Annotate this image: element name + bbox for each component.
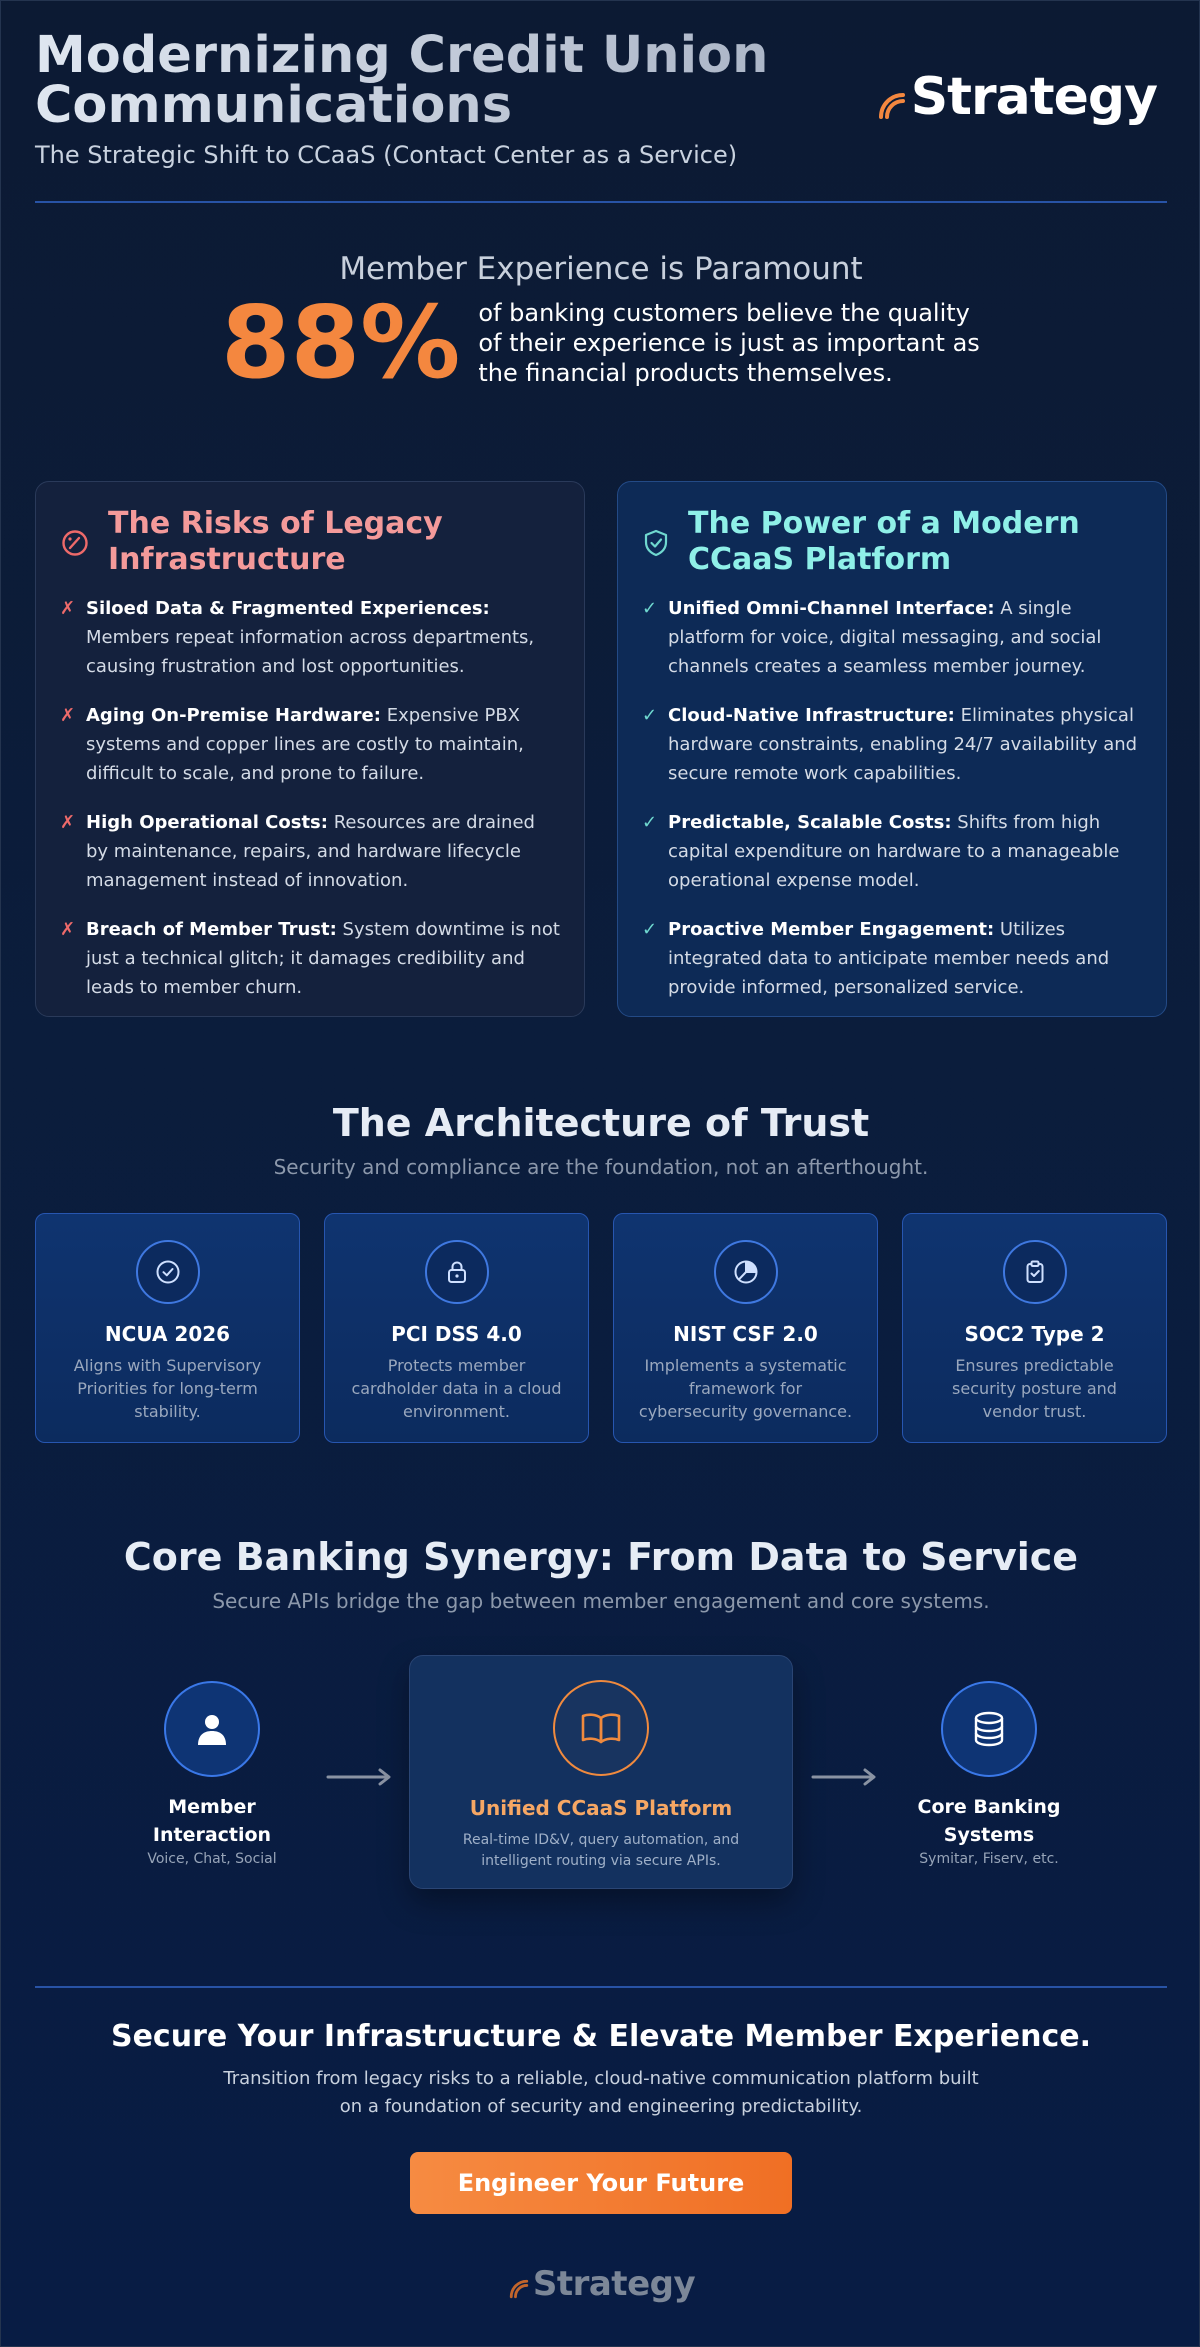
architecture-subtitle: Security and compliance are the foundation, not an afterthought.: [273, 1155, 929, 1179]
stat-value: 88%: [221, 284, 461, 401]
risk-item-title: Aging On-Premise Hardware:: [86, 705, 381, 726]
core-banking-node: [899, 1681, 1079, 1867]
node-label: Core Banking Systems: [917, 1796, 1061, 1846]
risk-item-text: Expensive PBX systems and copper lines are costly to maintain, difficult to scale, and prone to failure.: [86, 705, 524, 784]
check-mark-icon: ✓: [642, 812, 658, 833]
power-item-title: Cloud-Native Infrastructure:: [668, 705, 955, 726]
compliance-desc: Aligns with Supervisory Priorities for long-term stability.: [73, 1356, 262, 1421]
compliance-desc: Protects member cardholder data in a cloud environment.: [351, 1356, 562, 1421]
risk-item-title: High Operational Costs:: [86, 812, 328, 833]
power-item-text: A single platform for voice, digital messaging, and social channels creates a seamless member journey.: [668, 598, 1102, 677]
cta-divider: [35, 1986, 1167, 1988]
stat-text: of banking customers believe the quality of their experience is just as important as the financial products themselves.: [478, 299, 980, 387]
risk-item-text: Members repeat information across departments, causing frustration and lost opportunities.: [86, 627, 535, 677]
node-sub: Real-time ID&V, query automation, and intelligent routing via secure APIs.: [462, 1832, 740, 1869]
power-item-text: Shifts from high capital expenditure on hardware to a manageable operational expense model.: [668, 812, 1120, 891]
footer-brand-name: Strategy: [532, 2264, 696, 2304]
risk-item: [60, 808, 560, 895]
page-title: Modernizing Credit Union Communications: [35, 31, 795, 131]
header: [35, 26, 1167, 169]
node-label: Unified CCaaS Platform: [469, 1796, 733, 1820]
compliance-card-pci: [324, 1213, 589, 1443]
power-item: [642, 808, 1142, 895]
power-item: [642, 594, 1142, 681]
compliance-card-ncua: [35, 1213, 300, 1443]
cta-title: Secure Your Infrastructure & Elevate Member Experience.: [110, 2019, 1092, 2054]
risk-item-title: Siloed Data & Fragmented Experiences:: [86, 598, 490, 619]
signal-arc-icon: [507, 2277, 531, 2301]
ccaas-platform-node: [409, 1655, 793, 1889]
compliance-name: NCUA 2026: [104, 1322, 231, 1346]
shield-check-icon: [642, 528, 670, 562]
pie-chart-icon: [714, 1240, 778, 1304]
arrow-right-icon: [326, 1767, 394, 1787]
speedometer-icon: [60, 528, 90, 562]
compliance-card-soc2: [902, 1213, 1167, 1443]
power-item-text: Utilizes integrated data to anticipate member needs and provide informed, personalized service.: [668, 919, 1110, 998]
risk-item: [60, 915, 560, 1002]
risk-item-text: Resources are drained by maintenance, repairs, and hardware lifecycle management instead of innovation.: [86, 812, 535, 891]
x-mark-icon: ✗: [60, 919, 76, 940]
page-subtitle: The Strategic Shift to CCaaS (Contact Center as a Service): [35, 141, 738, 169]
user-icon: [164, 1681, 260, 1777]
power-item-title: Proactive Member Engagement:: [668, 919, 995, 940]
power-item: [642, 915, 1142, 1002]
x-mark-icon: ✗: [60, 598, 76, 619]
x-mark-icon: ✗: [60, 812, 76, 833]
legacy-risks-card: [35, 481, 585, 1017]
risks-title: The Risks of Legacy Infrastructure: [108, 506, 443, 577]
stat-heading: Member Experience is Paramount: [339, 251, 863, 287]
compliance-desc: Ensures predictable security posture and vendor trust.: [952, 1356, 1117, 1421]
database-icon: [941, 1681, 1037, 1777]
compliance-name: NIST CSF 2.0: [673, 1322, 818, 1346]
check-circle-icon: [136, 1240, 200, 1304]
book-open-icon: [553, 1680, 649, 1776]
power-item-title: Unified Omni-Channel Interface:: [668, 598, 995, 619]
brand-name: Strategy: [910, 67, 1157, 127]
compliance-card-nist: [613, 1213, 878, 1443]
synergy-title: Core Banking Synergy: From Data to Service: [123, 1535, 1079, 1579]
node-sub: Voice, Chat, Social: [147, 1851, 277, 1867]
clipboard-check-icon: [1003, 1240, 1067, 1304]
architecture-title: The Architecture of Trust: [332, 1101, 870, 1145]
power-title: The Power of a Modern CCaaS Platform: [688, 506, 1080, 577]
footer-logo: [1, 2264, 1200, 2304]
synergy-subtitle: Secure APIs bridge the gap between member engagement and core systems.: [212, 1589, 990, 1613]
compliance-name: SOC2 Type 2: [964, 1322, 1105, 1346]
check-mark-icon: ✓: [642, 919, 658, 940]
power-item-title: Predictable, Scalable Costs:: [668, 812, 952, 833]
power-item: [642, 701, 1142, 788]
check-mark-icon: ✓: [642, 598, 658, 619]
risk-item-text: System downtime is not just a technical glitch; it damages credibility and leads to member churn.: [86, 919, 560, 998]
signal-arc-icon: [875, 89, 909, 123]
node-sub: Symitar, Fiserv, etc.: [919, 1851, 1059, 1867]
risk-item-title: Breach of Member Trust:: [86, 919, 337, 940]
engineer-your-future-button[interactable]: Engineer Your Future: [410, 2152, 792, 2214]
brand-logo: [875, 67, 1157, 127]
node-label: Member Interaction: [152, 1796, 272, 1846]
x-mark-icon: ✗: [60, 705, 76, 726]
member-interaction-node: [122, 1681, 302, 1867]
check-mark-icon: ✓: [642, 705, 658, 726]
risk-item: [60, 701, 560, 788]
risk-item: [60, 594, 560, 681]
power-item-text: Eliminates physical hardware constraints, enabling 24/7 availability and secure remote work capabilities.: [668, 705, 1138, 784]
cta-subtitle: Transition from legacy risks to a reliable, cloud-native communication platform built on a foundation of security and engineering predictability.: [223, 2068, 979, 2117]
compliance-name: PCI DSS 4.0: [391, 1322, 522, 1346]
compliance-desc: Implements a systematic framework for cybersecurity governance.: [638, 1356, 853, 1421]
arrow-right-icon: [811, 1767, 879, 1787]
stat-block: [221, 284, 998, 401]
modern-ccaas-card: [617, 481, 1167, 1017]
header-divider: [35, 201, 1167, 203]
lock-icon: [425, 1240, 489, 1304]
